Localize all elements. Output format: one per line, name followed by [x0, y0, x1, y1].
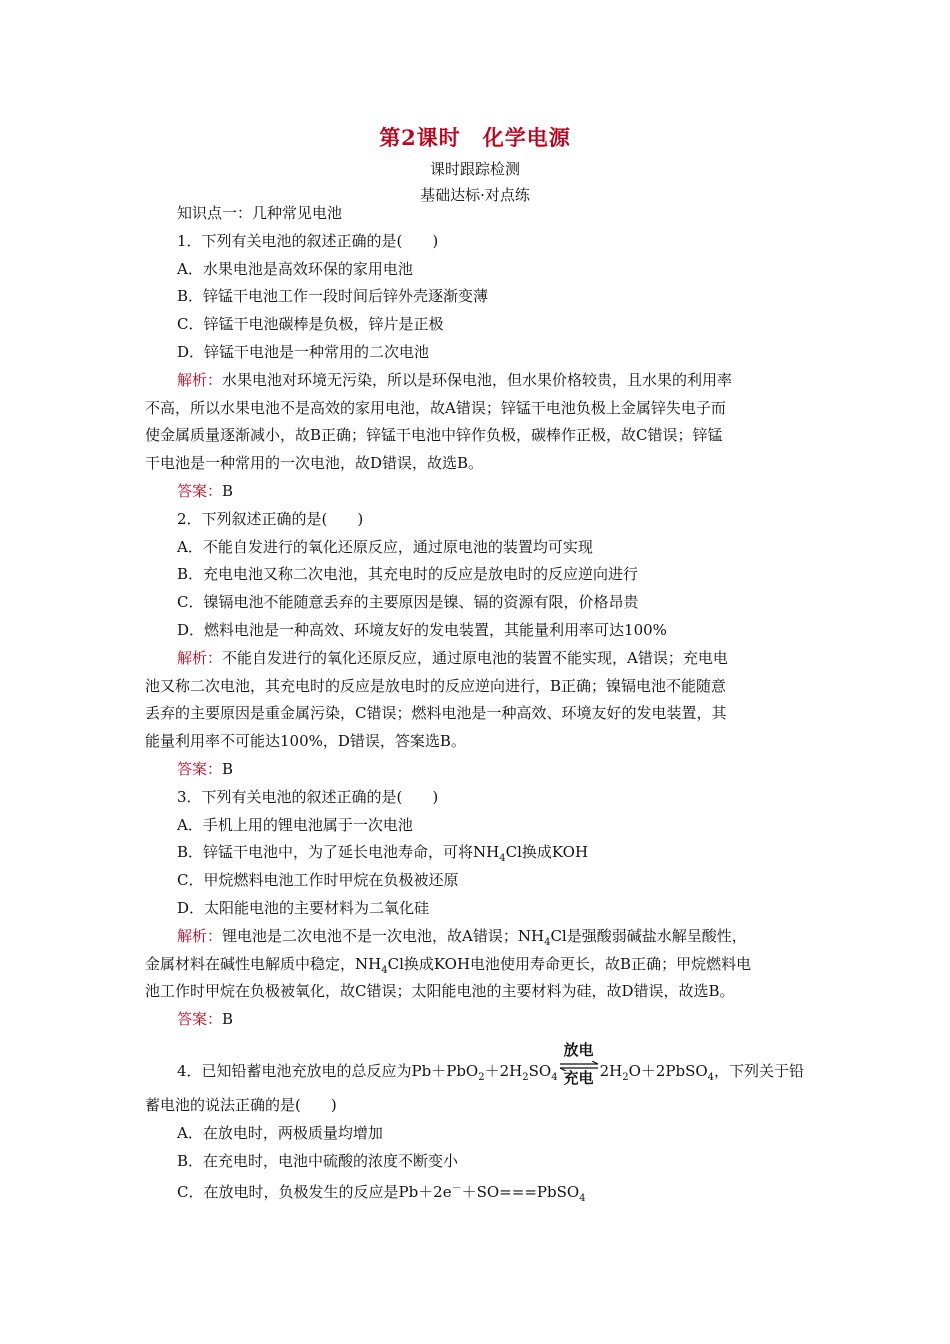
q4-option-a: A．在放电时，两极质量均增加	[177, 1123, 383, 1142]
q3-option-b: B．锌锰干电池中，为了延长电池寿命，可将$NH_4Cl$换成KOH	[177, 843, 589, 865]
q2-option-b: B．充电电池又称二次电池，其充电时的反应是放电时的反应逆向进行	[177, 565, 639, 584]
subtitle-practice: 基础达标·对点练	[420, 186, 530, 204]
q3-explanation-line: 池工作时甲烷在负极被氧化，故C错误；太阳能电池的主要材料为硅，故D错误，故选B。	[145, 982, 735, 1001]
q1-stem: 1．下列有关电池的叙述正确的是( )	[177, 231, 439, 250]
answer-label: 答案：	[177, 1010, 223, 1029]
q3-explanation-line: 解析：锂电池是二次电池不是一次电池，故A错误；$NH_4Cl$是强酸弱碱盐水解呈酸性，	[177, 926, 747, 948]
q4-option-b: B．在充电时，电池中硫酸的浓度不断变小	[177, 1151, 459, 1170]
q2-explanation-line: 丢弃的主要原因是重金属污染，C错误；燃料电池是一种高效、环境友好的发电装置，其	[145, 704, 727, 723]
q1-option-b: B．锌锰干电池工作一段时间后锌外壳逐渐变薄	[177, 287, 489, 306]
q4-option-c: C．在放电时，负极发生的反应是Pb＋2e－＋SO===PbSO$_4$	[177, 1183, 586, 1204]
charge-label: 充电	[563, 1068, 594, 1087]
q2-option-a: A．不能自发进行的氧化还原反应，通过原电池的装置均可实现	[177, 537, 593, 556]
explanation-label: 解析：	[177, 926, 223, 945]
q3-option-a: A．手机上用的锂电池属于一次电池	[177, 815, 413, 834]
q3-answer: 答案：B	[177, 1010, 234, 1029]
section-heading: 知识点一：几种常见电池	[177, 204, 343, 222]
q3-option-d: D．太阳能电池的主要材料为二氧化硅	[177, 898, 430, 917]
q1-explanation-line: 解析：水果电池对环境无污染，所以是环保电池，但水果价格较贵，且水果的利用率	[177, 370, 733, 389]
answer-label: 答案：	[177, 481, 223, 500]
q2-option-d: D．燃料电池是一种高效、环境友好的发电装置，其能量利用率可达100%	[177, 620, 667, 639]
q2-answer: 答案：B	[177, 759, 234, 778]
q4-stem: 4．已知铅蓄电池充放电的总反应为$Pb+PbO_2+2H_2SO_4$ 放电 充电 $2H_2O+2PbSO_4$，下列关于铅	[177, 1040, 805, 1087]
explanation-label: 解析：	[177, 648, 223, 667]
q1-answer: 答案：B	[177, 481, 234, 500]
q4-stem-cont: 蓄电池的说法正确的是( )	[145, 1095, 337, 1114]
q1-explanation-line: 使金属质量逐渐减小，故B正确；锌锰干电池中锌作负极，碳棒作正极，故C错误；锌锰	[145, 426, 723, 445]
q3-option-c: C．甲烷燃料电池工作时甲烷在负极被还原	[177, 871, 459, 890]
q1-explanation-line: 干电池是一种常用的一次电池，故D错误，故选B。	[145, 454, 484, 473]
q2-explanation-line: 解析：不能自发进行的氧化还原反应，通过原电池的装置不能实现，A错误；充电电	[177, 648, 728, 667]
q3-explanation-line: 金属材料在碱性电解质中稳定，$NH_4Cl$换成KOH电池使用寿命更长，故B正确；甲烷燃料电	[145, 954, 752, 976]
q2-option-c: C．镍镉电池不能随意丢弃的主要原因是镍、镉的资源有限，价格昂贵	[177, 593, 639, 612]
q3-stem: 3．下列有关电池的叙述正确的是( )	[177, 787, 439, 806]
q1-option-a: A．水果电池是高效环保的家用电池	[177, 259, 413, 278]
q2-explanation-line: 池又称二次电池，其充电时的反应是放电时的反应逆向进行，B正确；镍镉电池不能随意	[145, 676, 727, 695]
discharge-label: 放电	[563, 1040, 594, 1059]
q1-explanation-line: 不高，所以水果电池不是高效的家用电池，故A错误；锌锰干电池负极上金属锌失电子而	[145, 398, 726, 417]
q2-explanation-line: 能量利用率不可能达100%，D错误，答案选B。	[145, 732, 466, 751]
lesson-title: 第2课时 化学电源	[379, 125, 571, 150]
q1-option-d: D．锌锰干电池是一种常用的二次电池	[177, 342, 430, 361]
answer-label: 答案：	[177, 759, 223, 778]
q2-stem: 2．下列叙述正确的是( )	[177, 509, 364, 528]
explanation-label: 解析：	[177, 370, 223, 389]
reversible-arrow	[558, 1040, 600, 1087]
q1-option-c: C．锌锰干电池碳棒是负极，锌片是正极	[177, 315, 444, 334]
subtitle-tracking: 课时跟踪检测	[429, 160, 520, 178]
question-body	[145, 200, 810, 1203]
